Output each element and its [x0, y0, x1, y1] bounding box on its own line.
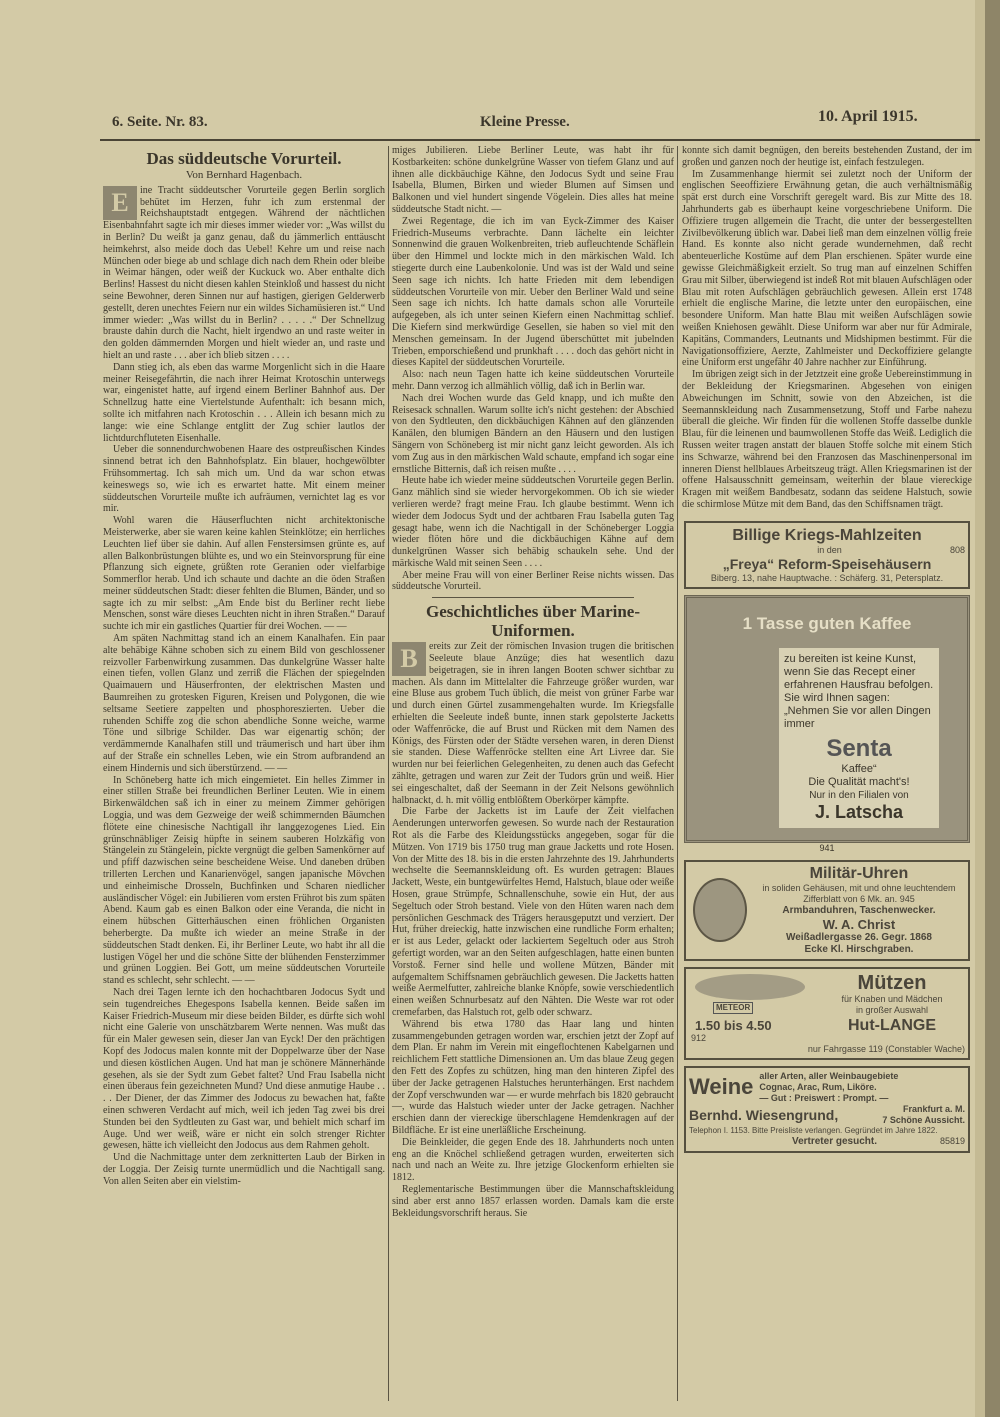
newspaper-title: Kleine Presse. — [480, 114, 570, 130]
ad-coffee-text-box — [779, 648, 939, 828]
ad-company: J. Latscha — [814, 801, 904, 822]
ad-headline: 1 Tasse guten Kaffee — [742, 613, 912, 633]
ad-address: Weißadlergasse 26. Gegr. 1868 — [785, 931, 932, 943]
paragraph: Dann stieg ich, als eben das warme Morgenlicht sich in die Haare meiner Reisegefährtin, die nach ihrer Heimat Krotoschin unterwegs war, eingenistet hatte, auf irgend einem Berliner Bahnhof aus. Der Schnellzug hatte eine Viertelstunde Aufenthalt: ich besann mich, sollte ich mitfahren nach Krotoschin . . . Allein ich besann mich zu lange: wie eine Schlange entglitt der Zug schier lautlos der lichtdurchfluteten Eisenhalle. — [103, 361, 385, 444]
paragraph: ine Tracht süddeutscher Vorurteile gegen Berlin sorglich behütet im Herzen, fuhr ich zum erstenmal der Reichshauptstadt entgegen. Während der nächtlichen Eisenbahnfahrt sagte ich mir dieses immer wieder vor: „Was willst du in Berlin? Du weißt ja ganz genau, daß du jämmerlich enttäuscht heimkehrst, also meide doch das Uebel! Kehre um und reise nach München oder biege ab und schlage dich nach dem Rhein oder bleibe in Weimar hängen, oder weiß der Kuckuck wo. Aber enthalte dich Berlins! Hassest du nicht diesen kahlen Steinkloß und hassest du nicht seine Bewohner, deren Sinnen nur auf hastigen, gierigen Gelderwerb gestellt, deren unechtes Feiern nur ein wildes Sichamüsieren ist.“ Und immer wieder: „Was willst du in Berlin? . . . . .“ Der Schnellzug brauste dahin durch die Nacht, hielt irgendwo an und raste weiter in den golden dämmernden Morgen und hielt wieder an, und raste und hielt an und raste . . . aber ich blieb sitzen . . . . — [103, 184, 385, 361]
cap-label: METEOR — [713, 1002, 753, 1014]
ad-company: Bernhd. Wiesengrund, — [689, 1106, 839, 1123]
ad-text: Zifferblatt von 6 Mk. an. — [803, 893, 898, 904]
drop-cap: E — [103, 186, 137, 220]
ad-text: zu bereiten ist keine Kunst, wenn Sie das Recept einer erfahrenen Hausfrau befolgen. Sie wird Ihnen sagen: „Nehmen Sie vor allen Dingen immer — [784, 652, 934, 730]
ad-name: „Freya“ Reform-Speisehäusern — [722, 555, 932, 572]
paragraph: Aber meine Frau will von einer Berliner Reise nichts wissen. Das süddeutsche Vorurteil. — [392, 569, 674, 593]
paragraph: Ueber die sonnendurchwobenen Haare des ostpreußischen Kindes sinnend betrat ich den Bahnhofsplatz. Ein blauer, hochgewölbter Frühsommertag. Ich sah mich um. Und da war schon etwas keineswegs so, wie ich es erwartet hatte. Mit einem meiner süddeutschen Vorurteile mußte ich aufräumen, vernichtet lag es vor mir. — [103, 444, 385, 515]
paragraph: Reglementarische Bestimmungen über die Mannschaftskleidung sind aber erst anno 1857 erlassen worden. Damals kam die erste Bekleidungsvorschrift heraus. Sie — [392, 1183, 674, 1219]
ad-text: für Knaben und Mädchen — [841, 993, 943, 1004]
ad-text: in großer Auswahl — [855, 1004, 929, 1015]
article-separator — [432, 597, 634, 598]
ad-headline: Mützen — [857, 971, 927, 994]
article-title: Das süddeutsche Vorurteil. — [146, 149, 342, 168]
drop-cap: B — [392, 642, 426, 676]
paragraph: Und die Nachmittage unter dem zerknitterten Laub der Birken in der Loggia. Der Zeisig turnte unermüdlich und die Nachtigall sang. Von allen Seiten aber ein vielstim- — [103, 1152, 385, 1187]
paragraph: Die Beinkleider, die gegen Ende des 18. Jahrhunderts noch unten eng an die Knöchel schließend getragen wurden, erweiterten sich nach und nach an Weite zu. Ihre jetzige Glockenform erhielten sie 1812. — [392, 1136, 674, 1184]
column-1 — [103, 145, 385, 1188]
paragraph: Also: nach neun Tagen hatte ich keine süddeutschen Vorurteile mehr. Dann verzog ich allmählich völlig, daß ich in Berlin war. — [392, 369, 674, 392]
ad-brand: Hut-LANGE — [848, 1016, 936, 1034]
ad-company: W. A. Christ — [822, 916, 896, 932]
ad-watches — [684, 860, 970, 961]
ad-brand: Senta — [826, 734, 892, 762]
header-rule — [100, 139, 980, 141]
ad-footer: Telephon I. 1153. Bitte Preisliste verlangen. Gegründet im Jahre 1822. — [689, 1125, 938, 1135]
paragraph: Zwei Regentage, die ich im van Eyck-Zimmer des Kaiser Friedrich-Museums verbrachte. Dann lächelte ein leichter Sonnenwind die grauen Wolkenbreiten, trieb aufleuchtende Schäflein über den Himmel und lockte mich in den märkischen Wald. Ich stiegerte durch eine Laubenkolonie. Und was ist der Wald und seine Seen sage ich nichts. Ich hatte Frieden mit dem lebendigen süddeutschen Vorurteile von mir. Ueber den Berliner Wald und seine Seen sage ich nichts. Ich hatte damals schon alle Vorurteile aufgegeben, als ich unter seinen Kiefern einen Nachmittag schlief. Die Kiefern sind merkwürdige Gesellen, sie haben so viel mit den Menschen gemeinsam. In der Jugend überschüttet mit jubelnden Trieben, emporschießend und prunkhaft . . . . doch das gehört nicht in dieses Kapitel der süddeutschen Vorurteile. — [392, 215, 674, 369]
binding-edge — [985, 0, 1000, 1417]
ad-text: in soliden Gehäusen, mit und ohne leuchtendem — [762, 882, 956, 893]
ad-code: 808 — [949, 544, 965, 555]
paragraph: In Schöneberg hatte ich mich eingemietet. Ein helles Zimmer in einer stillen Straße bei freundlichen Berliner Leuten. Wie in einem Birkenwäldchen saß ich in einer zu meinem Zimmer gehörigen Loggia, und was dem Gezweige der weiß schimmernden Bäumchen flötete eine chinesische Nachtigall ihr langgezogenes Lied. Ein grünschnäbliger Zeisig hüpfte in seinem sauberen Holzkäfig von Stängelein zu Stängelein, pickte vergnügt die gelben Samenkörner auf und pfiff dazwischen seine bescheidene Weise. Und daneben drüben trillerten Lerchen und Kanarienvögel, sangen japanische Mövchen und einheimische Drosseln, Buchfinken und Scharen niedlicher ausländischer Vögel: ein Jubilieren vom ersten Frührot bis zum späten Abend. Kaum gab es einen Balkon oder eine Veranda, die nicht in einem hübschen Gitterhäuschen einen fröhlichen Organisten beherbergte. Da mußte ich wieder an meine Straße in der süddeutschen Stadt denken. Ei, ihr Berliner Leute, wo habt ihr all die lustigen Vögel her und die schöne Sitte der blühenden Fensterzimmer und grünen Loggien. Bei Gott, um meine süddeutschen Vorurteile stand es schlecht, sehr schlecht. — — — [103, 774, 385, 987]
ad-address: nur Fahrgasse 119 (Constabler Wache) — [807, 1043, 965, 1054]
paragraph: Wohl waren die Häuserfluchten nicht architektonische Meisterwerke, aber sie waren keine kahlen Steinklötze; ein herrliches Leuchten lief über sie dahin. Auf allen Fenstersimsen grünte es, auf allen Balkonbrüstungen blühte es, und wo ein Steinvorsprung für eine Pflanzung sich eignete, grüßten rote Geranien oder vielfarbige Sommerflor herab. Und ich schaute und dachte an die öden Straßen meiner süddeutschen Stadt: dieser fehlten die Blumen, Bänder, und so sagte ich zu mir selbst: „Am Ende bist du Berliner recht liebe Menschen, sonst wäre dieses Leuchten nicht in ihren Straßen.“ Darauf suchte ich mir ein gastliches Quartier für drei Wochen. — — — [103, 515, 385, 633]
next-page-edge — [975, 0, 985, 1417]
paragraph: Nach drei Wochen wurde das Geld knapp, und ich mußte den Reisesack schnallen. Warum sollte ich's nicht gestehen: der Abschied von den Sydtleuten, den dickbäuchigen Kähnen auf den glänzenden Kanälen, den blumigen Bändern an den Häusern und den lustigen Sängern von Schöneberg ist mir nicht ganz leicht geworden. Als ich vom Zug aus in den märkischen Wald schaute, empfand ich sogar eine ernstliche Bitternis, daß ich reisen mußte . . . . — [392, 392, 674, 475]
column-divider — [677, 146, 678, 1401]
ad-address: Biberg. 13, nahe Hauptwache. : Schäferg. 31, Petersplatz. — [710, 572, 944, 583]
paragraph: Die Farbe der Jacketts ist im Laufe der Zeit vielfachen Aenderungen unterworfen gewesen. So wurde nach der Restauration Rot als die Farbe des Kleidungsstücks angegeben, sogar für die Mützen. Von 1719 bis 1750 trug man graue Jacketts und rote Hosen. Von der Mitte des 18. bis in die ersten Jahrzehnte des 19. Jahrhunderts wechselte die Seemannskleidung oft. Es wurden getragen: Blaues Jackett, Weste, ein buntgewürfeltes Hemd, Halstuch, blaue oder weiße Hosen, graue Strümpfe, Schnallenschuhe, sowie ein Hut, der aus Segeltuch oder Stroh bestand. Viele von den Hüten waren nach dem persönlichen Geschmack des Trägers herausgeputzt und verziert. Der Hut, früher dreieckig, hatte inzwischen eine rundliche Form erhalten; er ist aus Leder, gelackt oder lackiertem Segeltuch oder aus Stroh gefertigt worden, war an den Seiten aufgeschlagen, hatte einen bunten Vorstoß. Ferner sind helle und wollene Mützen, Bänder mit aufgemaltem Schiffsnamen gebräuchlich gewesen. Die Jacketts hatten weiße Aermelfutter, zahlreiche blanke Knöpfe, sowie verschiedentlich einen weißen Schnurbesatz auf den Nähten. Die Weste war rot oder cremefarben, das Halstuch rot, gelb oder schwarz. — [392, 806, 674, 1018]
ad-price: 1.50 bis 4.50 — [695, 1017, 772, 1033]
column-divider — [388, 146, 389, 1401]
ad-code: 85819 — [939, 1135, 965, 1146]
ad-address: 7 Schöne Aussicht. — [882, 1114, 965, 1125]
ad-headline: Billige Kriegs-Mahlzeiten — [732, 526, 922, 544]
ad-text: Cognac, Arac, Rum, Liköre. — [759, 1081, 877, 1092]
ad-caps — [684, 967, 970, 1060]
ad-code: 945 — [899, 893, 915, 904]
ad-text: Armbanduhren, Taschenwecker. — [782, 904, 936, 916]
ad-text: in den — [817, 544, 842, 555]
ad-headline: Militär-Uhren — [809, 864, 909, 882]
column-2 — [392, 145, 674, 1219]
ad-code: 912 — [691, 1032, 707, 1043]
issue-date: 10. April 1915. — [818, 108, 918, 125]
ad-text: aller Arten, aller Weinbaugebiete — [759, 1070, 899, 1081]
ad-product: Kaffee“ — [841, 762, 877, 775]
ad-code: 941 — [819, 842, 835, 853]
paragraph: miges Jubilieren. Liebe Berliner Leute, was habt ihr für Kostbarkeiten: schöne dunkelgrüne Wasser von tiefem Glanz und auf ihnen alle dickbäuchige Kähne, den Jodocus Sydt und seine Frau Isabella, Blumen, Birken und wieder Blumen auf Simsen und Balkonen und viel hundert singende Vögelein. Dies alles hat meine süddeutsche Stadt nicht. — — [392, 145, 674, 215]
paragraph: Nach drei Tagen lernte ich den hochachtbaren Jodocus Sydt und sein tugendreiches Ehegespons Isabella kennen. Beide saßen im Kaiser Friedrich-Museum mir diese beiden Bilder, es dürfte sich wohl nicht eine Galerie von unschätzbarem Werte nennen. Was mußt das für ein Maler gewesen sein, dieser Jan van Eyck! Der den prächtigen Kopf des Jodocus malen konnte mit der Doppelwarze über der Nase und diesen köstlichen Augen. Und hat man je schönere Männerhände gesehen, als sie der Sydt zum Gebet faltet? Und Frau Isabella nicht einen überaus fein gezeichneten Mund? Und diese anmutige Haube . . . . Der Diener, der das Zimmer des Jodocus zu bewachen hat, faßte einen schweren Verdacht auf mich, weil ich jeden Tag zwei bis drei Stunden bei den Sydtleuten zu Gast war, und behielt mich scharf im Auge. Und wer weiß, wäre er nicht ein solch strenger Richter gewesen, hätte ich vielleicht den Jodocus aus dem Rahmen geholt. — [103, 986, 385, 1152]
paragraph: Heute habe ich wieder meine süddeutschen Vorurteile gegen Berlin. Ganz mählich sind sie wieder hervorgekommen. Ob ich sie wieder verlieren werde? fragt meine Frau. Ich glaube bestimmt. Wenn ich wieder dem Jodocus Sydt und der achtbaren Frau Isabella guten Tag gesagt habe, wenn ich die Nachtigall in der Schöneberger Loggia wieder flöten höre und die dickbäuchigen Kähne auf dem dunkelgrünen Wasser sich behäbig schaukeln sehe. Und der märkische Wald mit seinen Seen . . . . — [392, 475, 674, 569]
ad-wine — [684, 1066, 970, 1153]
ad-city: Frankfurt a. M. — [902, 1103, 965, 1114]
page-number: 6. Seite. Nr. 83. — [112, 114, 208, 130]
pocket-watch-icon — [693, 878, 747, 942]
cap-icon — [695, 974, 805, 1000]
byline: Von Bernhard Hagenbach. — [185, 169, 303, 181]
article-title: Geschichtliches über Marine-Uniformen. — [425, 602, 641, 641]
paragraph: ereits zur Zeit der römischen Invasion trugen die britischen Seeleute blaue Anzüge; dies hat wesentlich dazu beigetragen, sie in ihren langen Booten schwer sichtbar zu machen. Als dann im Mittelalter die Fahrzeuge größer wurden, war eine Bluse aus grobem Tuch üblich, die meist von grüner Farbe war und durch einen Gürtel zusammengehalten wurde. Im Kriegsfalle erhielten die Seeleute indeß bunte, innen stark gepolsterte Jacketts oder Waffenröcke, die auf Brust und Rücken mit dem Namen des Königs, des Fürsten oder der Städte versehen waren, in deren Dienst sie standen. Diese Waffenröcke stellten eine Art Livree dar. Sie wurden nur bei feierlichen Gelegenheiten, zu denen auch das Gefecht zählte, getragen und waren zur Zeit der Tudors grün und weiß. Hier sei eingeschaltet, daß der Seemann in der Zeit Nelsons gewöhnlich halbnackt, d. h. mit völlig entblößtem Oberkörper kämpfte. — [392, 641, 674, 806]
paragraph: Im Zusammenhange hiermit sei zuletzt noch der Uniform der englischen Seeoffiziere Erwähnung getan, die auch verhältnismäßig spät erst durch eine Vorschrift geregelt ward. Bis zur Mitte des 18. Jahrhunderts gab es überhaupt keine vorgeschriebene Uniform. Die Offiziere trugen allgemein die Tracht, die unter der bessergestellten Zivilbevölkerung üblich war. Dabei ließ man dem einzelnen völlig freie Hand. Es konnte also nicht gerade wundernehmen, daß recht abenteuerliche Kostüme auf dem Plan erschienen. Später wurde eine gewisse Gleichmäßigkeit erzielt. So trug man auf einzelnen Schiffen Grau mit Silber, überwiegend ist indeß Rot mit blauen Aufschlägen oder Blau mit roten Aufschlägen gebräuchlich gewesen. Allein erst 1748 erhielt die englische Marine, die letzte unter den europäischen, eine besondere Uniform. Man hatte Blau mit weißen Aufschlägen sowie weißen Kniehosen gewählt. Diese Uniform war aber nur für Admirale, Kapitäns, Commanders, Leutnants und Midshipmen bestimmt. Für die Navigationsoffiziere, Aerzte, Zahlmeister und Deckoffiziere gelangte eine Uniform erst ungefähr 40 Jahre nachher zur Einführung. — [682, 168, 972, 369]
ad-freya — [684, 521, 970, 589]
ad-headline: Weine — [689, 1074, 754, 1100]
ad-coffee — [684, 595, 970, 843]
ad-text: — Gut : Preiswert : Prompt. — — [759, 1092, 889, 1103]
paragraph: Am späten Nachmittag stand ich an einem Kanalhafen. Ein paar alte behäbige Kähne schoben sich zu einem Bild von geschlossener reizvoller Farbenwirkung zusammen. Das dunkelgrüne Wasser halte einen tiefen, vollen Glanz und zerriß die Flächen der spiegelnden Quaimauern und Häuserfronten, der elektrischen Masten und Baumreihen zu grotesken Figuren, Kreisen und Polygonen, die wie seltsame Seetiere zappelten und phosphoreszierten. Ueber die ruhenden Schiffe zog die schon abendliche Sonne weiche, warme Töne und silbrige Schilder. Das war eigenartig schön; der verdämmernde Kanalhafen still und träumerisch und hart über ihm auf der Straße ein schnelles Leben, wie ein Strom aufbrandend an einem Hindernis und sich überstürzend. — — — [103, 633, 385, 774]
paragraph: Im übrigen zeigt sich in der Jetztzeit eine große Uebereinstimmung in der Bekleidung der Kriegsmarinen. Abgesehen von einigen Abweichungen im Schnitt, sowie von den Abzeichen, ist die Seemannskleidung nach Zusammensetzung, Stoff und Farbe nahezu überall die gleiche. Wir finden für die wollenen Stoffe dasselbe dunkle Blau, für die leinenen und baumwollenen Stoffe das Weiß. Lediglich die Russen weiter tragen anstatt der blauen Stoffe solche mit einem Stich ins Schwarze, während bei den Franzosen das Maschinenpersonal im inneren Dienst hellblaues Arbeitszeug trägt. Allen Kriegsmarinen ist der offene Halsausschnitt gemeinsam, weiterhin der blaue viereckige Kragen mit weißem Bandbesatz, sodann das seidene Halstuch, sowie die schirmlose Mütze mit dem Band, das den Schiffsnamen trägt. — [682, 369, 972, 510]
paragraph: Während bis etwa 1780 das Haar lang und hinten zusammengebunden getragen worden war, erschien jetzt der Zopf auf dem Plan. Er nahm im Verein mit eingeflochtenen Kabelgarnen und reichlichem Fett stattliche Dimensionen an. Um das blaue Zeug gegen den Fett des Zopfes zu schützen, hing man den hinteren Zipfel des über der Jacke getragenen Halstuches herunterhängen. Erst nachdem der Zopf verschwunden war — er wurde mehrfach bis 1820 gebraucht —, wurde das Halstuch wieder unter der Jacke getragen. Nachher erschien dann der viereckige überschlagene Hemdenkragen auf der Bildfläche. Er ist eine unerläßliche Erscheinung. — [392, 1018, 674, 1136]
ad-address: Ecke Kl. Hirschgraben. — [804, 943, 914, 955]
ad-text: Vertreter gesucht. — [791, 1135, 877, 1147]
ad-slogan: Die Qualität macht's! — [808, 775, 910, 788]
paragraph: konnte sich damit begnügen, den bereits bestehenden Zustand, der im großen und ganzen noch der heutige ist, einfach festzulegen. — [682, 145, 972, 168]
column-3 — [682, 145, 972, 1159]
ad-text: Nur in den Filialen von — [809, 789, 909, 801]
